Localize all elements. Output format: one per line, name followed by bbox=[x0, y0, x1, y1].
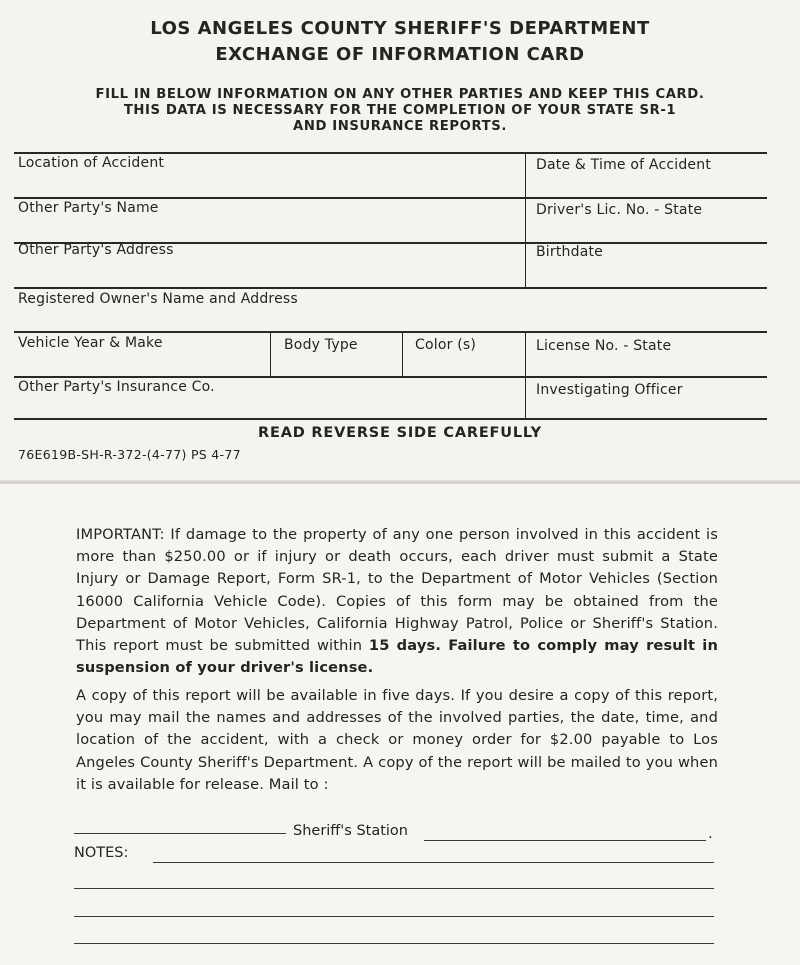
department-title: LOS ANGELES COUNTY SHERIFF'S DEPARTMENT bbox=[150, 18, 650, 39]
field-location-of-accident: Location of Accident bbox=[18, 155, 165, 171]
field-body-type: Body Type bbox=[284, 337, 358, 353]
instructions-line-3: AND INSURANCE REPORTS. bbox=[293, 119, 507, 134]
field-date-time-of-accident: Date & Time of Accident bbox=[536, 157, 712, 173]
form-number: 76E619B-SH-R-372-(4-77) PS 4-77 bbox=[18, 447, 241, 462]
card-back bbox=[0, 484, 800, 965]
form-bottom-rule bbox=[14, 418, 767, 420]
form-rule bbox=[14, 331, 767, 333]
form-rule bbox=[14, 287, 767, 289]
notes-line bbox=[74, 943, 714, 944]
notes-line bbox=[74, 916, 714, 917]
station-line-period: . bbox=[708, 826, 713, 842]
column-divider bbox=[525, 153, 526, 287]
form-rule bbox=[14, 197, 767, 199]
card-front bbox=[0, 0, 800, 482]
field-registered-owner: Registered Owner's Name and Address bbox=[18, 291, 298, 307]
field-other-party-address: Other Party's Address bbox=[18, 242, 174, 258]
card-title: EXCHANGE OF INFORMATION CARD bbox=[215, 44, 585, 65]
copy-request-paragraph: A copy of this report will be available in five days. If you desire a copy of this report, you may mail the names and addresses of the involved parties, the date, time, and location of the accident, with a check or money order for $2.00 payable to Los Angeles County Sheriff's Department. A copy of the report will be mailed to you when it is available for release. Mail to : bbox=[76, 687, 718, 793]
column-divider bbox=[270, 331, 271, 376]
read-reverse-notice: READ REVERSE SIDE CAREFULLY bbox=[258, 425, 542, 441]
notes-line bbox=[74, 888, 714, 889]
station-name-blank bbox=[424, 840, 706, 841]
form-rule bbox=[14, 376, 767, 378]
field-birthdate: Birthdate bbox=[536, 244, 603, 260]
sheriffs-station-label: Sheriff's Station bbox=[293, 823, 408, 839]
instructions-line-2: THIS DATA IS NECESSARY FOR THE COMPLETION OF YOUR STATE SR-1 bbox=[123, 103, 677, 118]
field-insurance-company: Other Party's Insurance Co. bbox=[18, 379, 215, 395]
notes-label: NOTES: bbox=[74, 845, 129, 861]
field-color: Color (s) bbox=[415, 337, 477, 353]
important-paragraph bbox=[76, 524, 718, 679]
field-vehicle-year-make: Vehicle Year & Make bbox=[18, 335, 163, 351]
mail-to-blank bbox=[74, 833, 286, 834]
column-divider bbox=[525, 331, 526, 419]
field-license-number: License No. - State bbox=[536, 338, 672, 354]
notes-line bbox=[153, 862, 714, 863]
field-other-party-name: Other Party's Name bbox=[18, 200, 159, 216]
field-drivers-license: Driver's Lic. No. - State bbox=[536, 202, 703, 218]
important-text: IMPORTANT: If damage to the property of any one person involved in this accident is more than $250.00 or if injury or death occurs, each driver must submit a State Injury or Damage Report, Form SR-1, to the Department of Motor Vehicles (Section 16000 California Vehicle Code). Copies of this form may be obtained from the Department of Motor Vehicles, California Highway Patrol, Police or Sheriff's Station. This report must be submitted within bbox=[76, 526, 718, 655]
instructions-line-1: FILL IN BELOW INFORMATION ON ANY OTHER PARTIES AND KEEP THIS CARD. bbox=[95, 87, 705, 102]
field-investigating-officer: Investigating Officer bbox=[536, 382, 683, 398]
form-top-rule bbox=[14, 152, 767, 154]
important-warning: 15 days. Failure to comply may result in suspension of your driver's license. bbox=[76, 637, 718, 677]
column-divider bbox=[402, 331, 403, 376]
